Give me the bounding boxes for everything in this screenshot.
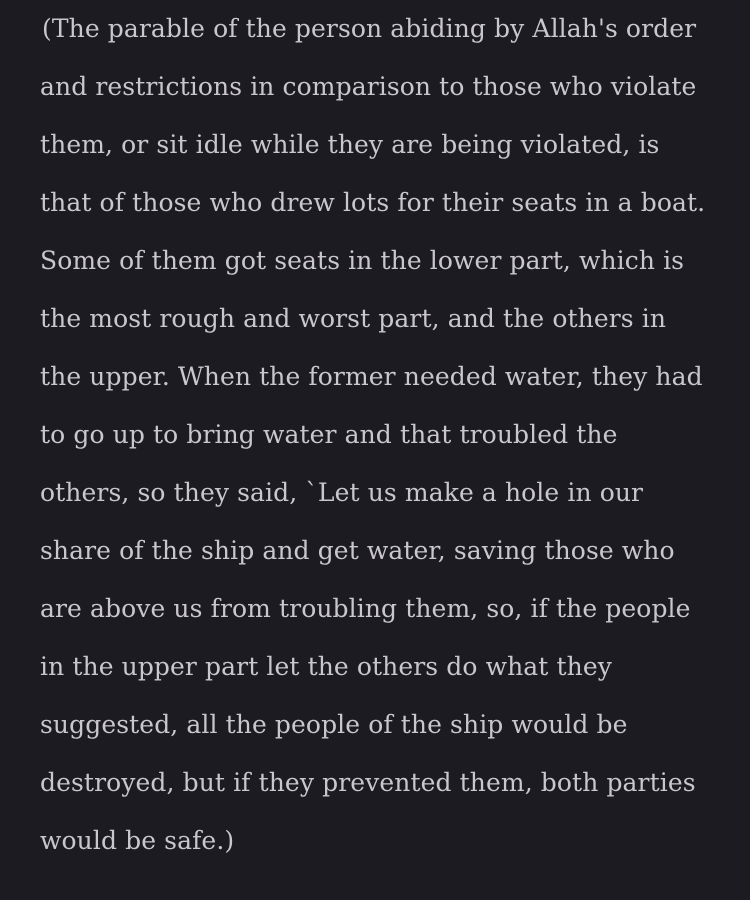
passage-line: the most rough and worst part, and the others in — [40, 304, 667, 333]
passage-line: that of those who drew lots for their seats in a boat. — [40, 188, 706, 217]
passage-line: suggested, all the people of the ship would be — [40, 710, 628, 739]
passage-line: them, or sit idle while they are being violated, is — [40, 130, 660, 159]
passage-line: Some of them got seats in the lower part, which is — [40, 246, 685, 275]
hadith-passage — [40, 0, 740, 870]
passage-line: in the upper part let the others do what they — [40, 652, 612, 681]
passage-line: (The parable of the person abiding by Allah's order — [42, 14, 697, 43]
passage-line: would be safe.) — [40, 826, 235, 855]
passage-line: the upper. When the former needed water, they had — [40, 362, 703, 391]
passage-line: are above us from troubling them, so, if the people — [40, 594, 691, 623]
passage-line: and restrictions in comparison to those who violate — [40, 72, 697, 101]
passage-line: destroyed, but if they prevented them, both parties — [40, 768, 696, 797]
passage-line: to go up to bring water and that troubled the — [40, 420, 618, 449]
passage-line: others, so they said, `Let us make a hole in our — [40, 478, 644, 507]
passage-line: share of the ship and get water, saving those who — [40, 536, 675, 565]
